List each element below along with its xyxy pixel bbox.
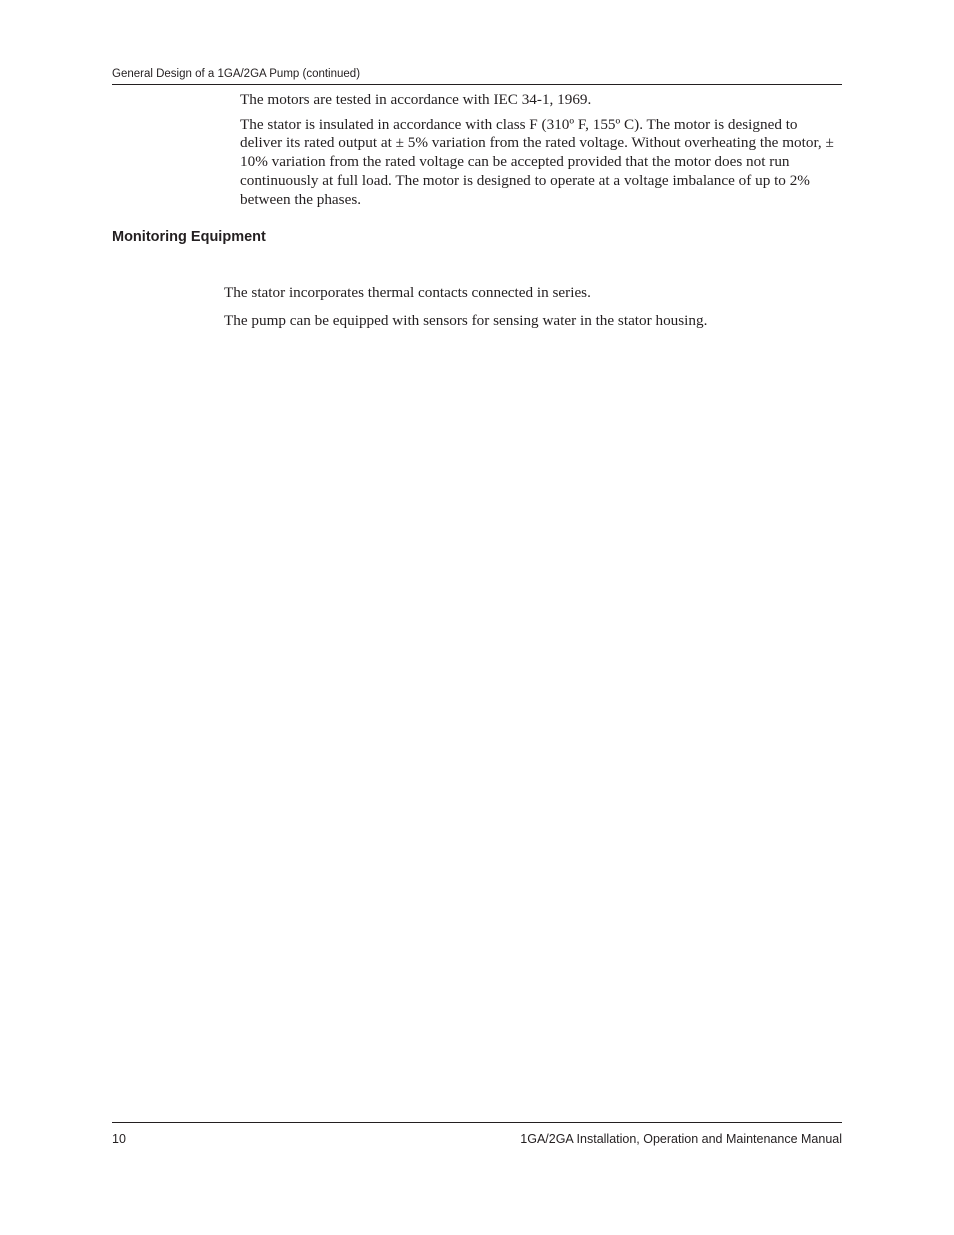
section-heading-monitoring: Monitoring Equipment	[112, 229, 266, 245]
paragraph-water-sensors: The pump can be equipped with sensors for sensing water in the stator housing.	[224, 311, 708, 329]
running-header-title: General Design of a 1GA/2GA Pump (continued)	[112, 68, 361, 80]
monitoring-section	[224, 284, 842, 339]
intro-section	[240, 91, 842, 215]
paragraph-thermal-contacts: The stator incorporates thermal contacts connected in series.	[224, 284, 591, 301]
paragraph-iec-testing: The motors are tested in accordance with IEC 34-1, 1969.	[240, 91, 592, 108]
page-number: 10	[112, 1132, 126, 1146]
running-header	[112, 67, 842, 85]
manual-title: 1GA/2GA Installation, Operation and Maintenance Manual	[520, 1132, 842, 1146]
page-footer	[112, 1122, 842, 1147]
paragraph-stator-insulation: The stator is insulated in accordance with class F (310º F, 155º C). The motor is designed to deliver its rated output at ± 5% variation from the rated voltage. Without overheating the motor, ± 10% variation from the rated voltage can be accepted provided that the motor does not run continuously at full load. The motor is designed to operate at a voltage imbalance of up to 2% between the phases.	[240, 115, 834, 208]
